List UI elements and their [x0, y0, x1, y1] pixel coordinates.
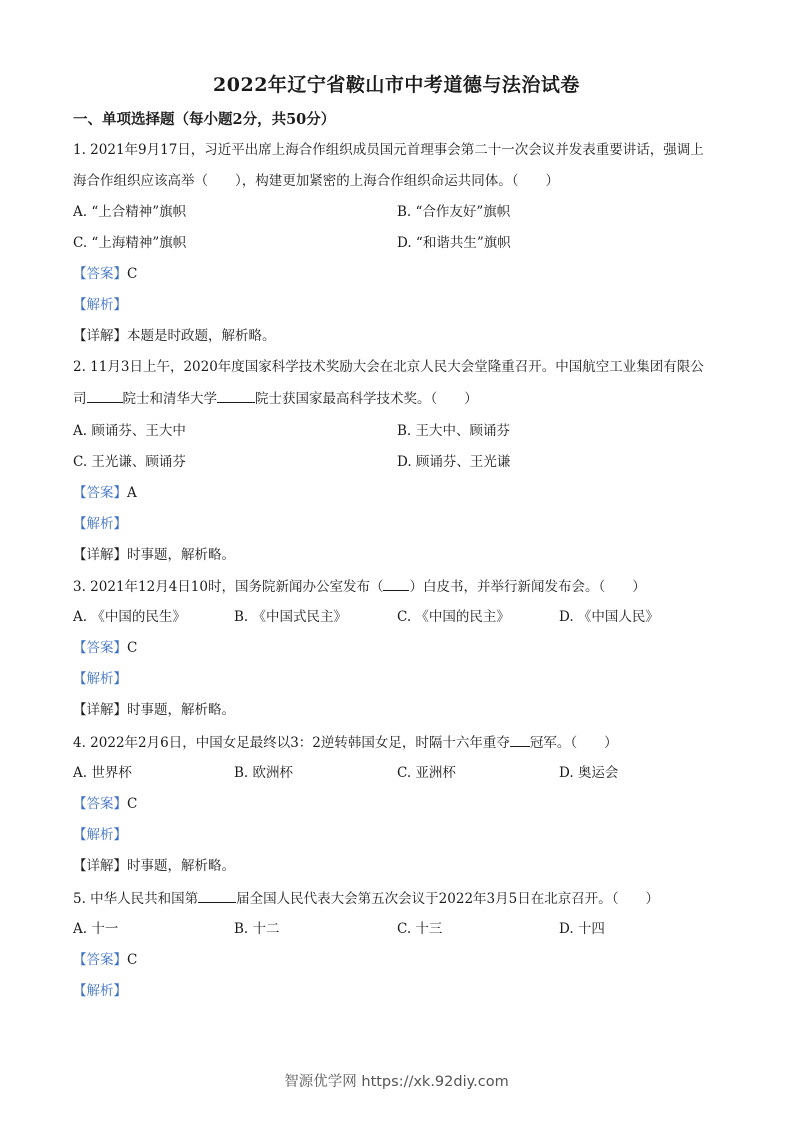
- answer-value: C: [127, 796, 138, 812]
- q3-answer: [73, 639, 137, 657]
- q1-option-d: D. “和谐共生”旗帜: [397, 235, 511, 251]
- q4-option-b: B. 欧洲杯: [234, 765, 294, 781]
- q2-stem-line2: [73, 389, 478, 408]
- q1-option-c: C. “上海精神”旗帜: [73, 235, 187, 251]
- q4-option-d: D. 奥运会: [559, 765, 619, 781]
- answer-tag: 【答案】: [73, 640, 127, 656]
- q2-text-a: 司: [73, 391, 87, 407]
- q1-option-b: B. “合作友好”旗帜: [397, 204, 511, 220]
- answer-value: C: [127, 266, 138, 282]
- q5-answer: [73, 951, 137, 969]
- fill-blank: [217, 389, 255, 403]
- q5-option-b: B. 十二: [234, 921, 280, 937]
- fill-blank: [510, 733, 530, 747]
- q3-option-d: D. 《中国人民》: [559, 609, 659, 625]
- q4-detail: 【详解】时事题，解析略。: [73, 858, 235, 874]
- fill-blank: [87, 389, 123, 403]
- q3-text-a: 3. 2021年12月4日10时，国务院新闻办公室发布（: [73, 579, 384, 595]
- q4-option-a: A. 世界杯: [73, 765, 132, 781]
- answer-value: C: [127, 640, 138, 656]
- q3-option-a: A. 《中国的民生》: [73, 609, 186, 625]
- q1-analysis-tag: 【解析】: [73, 297, 127, 313]
- q1-detail: 【详解】本题是时政题，解析略。: [73, 328, 276, 344]
- q4-analysis-tag: 【解析】: [73, 827, 127, 843]
- q3-analysis-tag: 【解析】: [73, 671, 127, 687]
- section-heading: 一、单项选择题（每小题2分，共50分）: [73, 111, 336, 128]
- fill-blank: [383, 577, 409, 591]
- q1-stem-line1: 1. 2021年9月17日，习近平出席上海合作组织成员国元首理事会第二十一次会议并发表重要讲话，强调上: [73, 142, 704, 158]
- q2-stem-line1: 2. 11月3日上午，2020年度国家科学技术奖励大会在北京人民大会堂隆重召开。中国航空工业集团有限公: [73, 359, 704, 375]
- q2-answer: [73, 484, 137, 502]
- answer-value: A: [127, 485, 137, 501]
- fill-blank: [198, 889, 236, 903]
- answer-value: C: [127, 952, 138, 968]
- q1-answer: [73, 265, 137, 283]
- q3-option-c: C. 《中国的民主》: [397, 609, 510, 625]
- footer-watermark[interactable]: 智源优学网 https://xk.92diy.com: [284, 1074, 509, 1090]
- q4-text-a: 4. 2022年2月6日，中国女足最终以3：2逆转韩国女足，时隔十六年重夺: [73, 735, 510, 751]
- q5-option-d: D. 十四: [559, 921, 605, 937]
- q2-option-b: B. 王大中、顾诵芬: [397, 423, 511, 439]
- q2-option-c: C. 王光谦、顾诵芬: [73, 454, 186, 470]
- answer-tag: 【答案】: [73, 952, 127, 968]
- q3-stem-line1: [73, 577, 646, 596]
- q3-text-b: ）白皮书，并举行新闻发布会。（ ）: [409, 579, 646, 595]
- q2-option-a: A. 顾诵芬、王大中: [73, 423, 186, 439]
- answer-tag: 【答案】: [73, 485, 127, 501]
- q5-option-c: C. 十三: [397, 921, 443, 937]
- q2-text-b: 院士和清华大学: [122, 391, 217, 407]
- q2-analysis-tag: 【解析】: [73, 516, 127, 532]
- q1-stem-line2: 海合作组织应该高举（ ），构建更加紧密的上海合作组织命运共同体。（ ）: [73, 173, 559, 189]
- q4-text-b: 冠军。（ ）: [529, 735, 618, 751]
- answer-tag: 【答案】: [73, 796, 127, 812]
- q4-answer: [73, 795, 137, 813]
- q5-option-a: A. 十一: [73, 921, 119, 937]
- q4-option-c: C. 亚洲杯: [397, 765, 456, 781]
- q1-option-a: A. “上合精神”旗帜: [73, 204, 187, 220]
- q2-text-c: 院士获国家最高科学技术奖。（ ）: [255, 391, 478, 407]
- q2-detail: 【详解】时事题，解析略。: [73, 547, 235, 563]
- q3-option-b: B. 《中国式民主》: [234, 609, 348, 625]
- q5-stem-line1: [73, 889, 659, 908]
- page-title: 2022年辽宁省鞍山市中考道德与法治试卷: [213, 74, 580, 96]
- answer-tag: 【答案】: [73, 266, 127, 282]
- q5-analysis-tag: 【解析】: [73, 983, 127, 999]
- q4-stem-line1: [73, 733, 618, 752]
- q2-option-d: D. 顾诵芬、王光谦: [397, 454, 511, 470]
- q5-text-b: 届全国人民代表大会第五次会议于2022年3月5日在北京召开。（ ）: [236, 891, 659, 907]
- q3-detail: 【详解】时事题，解析略。: [73, 702, 235, 718]
- q5-text-a: 5. 中华人民共和国第: [73, 891, 199, 907]
